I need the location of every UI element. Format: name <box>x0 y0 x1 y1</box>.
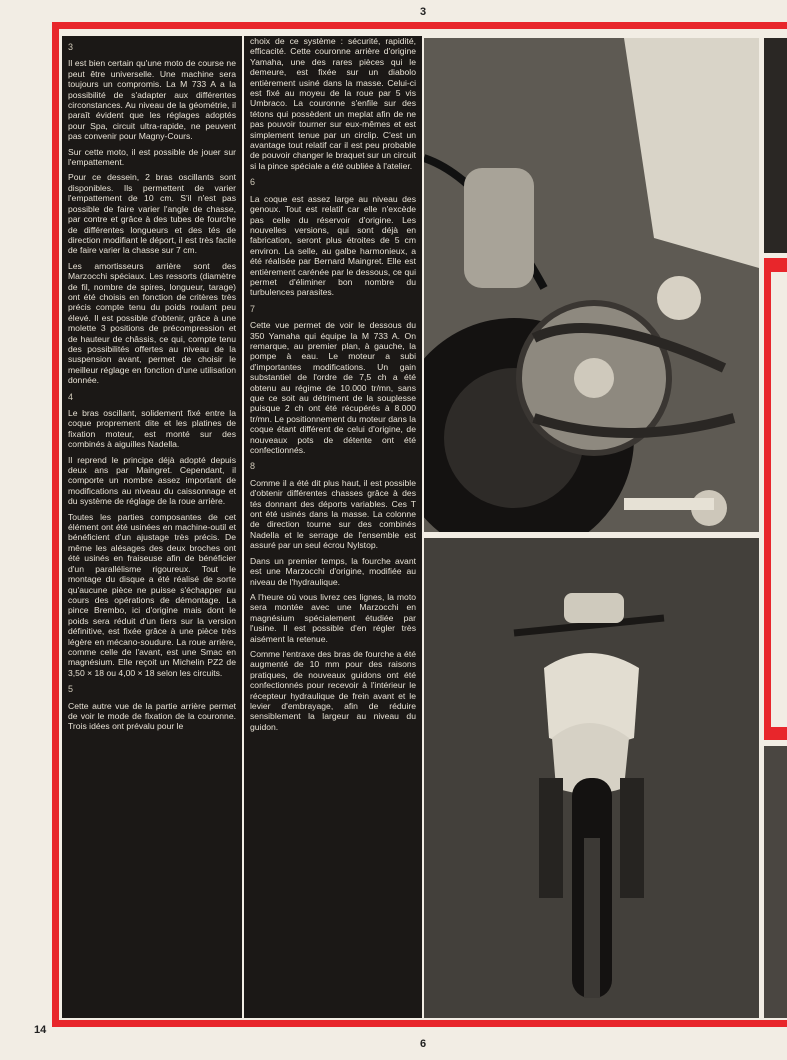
section-number: 4 <box>68 391 74 402</box>
paragraph: Pour ce dessein, 2 bras oscillants sont disponibles. Ils permettent de varier l'empattement de 10 cm. S'il n'est pas possible de faire varier l'angle de chasse, par contre et grâce à des tubes de fourche de différentes longueurs et des tés de direction modifiant le déport, il est très facile de faire varier la chasse sur 7 cm. <box>68 172 236 256</box>
photo-motorcycle-top-view <box>424 538 759 1018</box>
adjacent-page-edge <box>764 746 787 1018</box>
paragraph: Dans un premier temps, la fourche avant est une Marzocchi d'origine, modifiée au niveau de l'hydraulique. <box>250 555 416 587</box>
adjacent-page-edge <box>764 38 787 253</box>
photo-rear-wheel-sprocket <box>424 38 759 532</box>
adjacent-frame-inner <box>771 272 787 727</box>
paragraph: Cette vue permet de voir le dessous du 350 Yamaha qui équipe la M 733 A. On remarque, au premier plan, à gauche, la pompe à eau. Le moteur a subi d'importantes modifications. Un gain substantiel de l'ordre de 7,5 ch a été obtenu au régime de 10.000 tr/mn, sans que ce soit au détriment de la souplesse puisque 2 ch ont été récupérés à 8.000 tr/mn. Le positionnement du moteur dans la coque étant différent de celui d'origine, de nouveaux pots de détente ont été confectionnés. <box>250 320 416 456</box>
paragraph: Il reprend le principe déjà adopté depuis deux ans par Maingret. Cependant, il comporte un nombre assez important de modifications au niveau du caissonnage et du système de réglage de la roue arrière. <box>68 454 236 507</box>
paragraph: Les amortisseurs arrière sont des Marzocchi spéciaux. Les ressorts (diamètre de fil, nombre de spires, longueur, tarage) ont été choisis en fonction de critères très précis compte tenu du poids roulant peu élevé. Il est possible d'obtenir, grâce à une molette 3 positions de précompression et de hauteur de châssis, ce qui, compte tenu des possibilités offertes au niveau de la suspension avant, permet de choisir le meilleur réglage en fonction d'une utilisation donnée. <box>68 260 236 386</box>
paragraph: Sur cette moto, il est possible de jouer sur l'empattement. <box>68 146 236 168</box>
section-number: 7 <box>250 303 256 314</box>
paragraph: Il est bien certain qu'une moto de course ne peut être universelle. Une machine sera toujours un compromis. La M 733 A a la possibilité de s'adapter aux différentes circonstances. Au niveau de la géométrie, il paraît évident que les réglages adoptés pour Spa, circuit ultra-rapide, ne peuvent pas convenir pour Magny-Cours. <box>68 58 236 142</box>
paragraph: Comme il a été dit plus haut, il est possible d'obtenir différentes chasses grâce à des tés donnant des déports variables. Ces T ont été usinés dans la masse. La colonne de direction tourne sur des combinés Nadella et le serrage de l'ensemble est assuré par un seul écrou Nylstop. <box>250 477 416 551</box>
red-frame-left <box>52 22 59 1027</box>
photo-motorcycle-illustration <box>424 538 759 1018</box>
paragraph: Le bras oscillant, solidement fixé entre la coque proprement dite et les platines de fixation moteur, est monté sur des combinés à aiguilles Nadella. <box>68 408 236 450</box>
paragraph: A l'heure où vous livrez ces lignes, la moto sera montée avec une Marzocchi en magnésium spécialement étudiée par l'usine. Il est possible d'en régler très aisément la retenue. <box>250 591 416 644</box>
red-frame-top <box>52 22 787 29</box>
section-number: 5 <box>68 684 74 695</box>
section-number: 8 <box>250 461 256 472</box>
paragraph: choix de ce système : sécurité, rapidité, efficacité. Cette couronne arrière d'origine Yamaha, une des rares pièces qui le demeure, est fixée sur un diabolo entièrement usiné dans la masse. Celui-ci est fixé au moyeu de la roue par 5 vis Umbraco. La couronne s'enfile sur des tétons qui possèdent un meplat afin de ne pas pouvoir tourner sur eux-mêmes et est simplement tenue par un circlip. C'est un avantage tout relatif car il est peu probable de pouvoir changer le braquet sur un circuit si la pince spéciale a été oubliée à l'atelier. <box>250 36 416 171</box>
paragraph: Cette autre vue de la partie arrière permet de voir le mode de fixation de la couronne. Trois idées ont prévalu pour le <box>68 700 236 732</box>
red-frame-bottom <box>52 1020 787 1027</box>
paragraph: Comme l'entraxe des bras de fourche a été augmenté de 10 mm pour des raisons pratiques, de nouveaux guidons ont été confectionnés pour recevoir à l'intérieur le récepteur hydraulique de frein avant et le levier d'embrayage, afin de réduire sensiblement la largeur au niveau du guidon. <box>250 648 416 732</box>
text-column-left <box>62 36 242 1018</box>
paragraph: Toutes les parties composantes de cet élément ont été usinées en machine-outil et bénéficient d'un ajustage très précis. De même les alésages des deux broches ont été usinés en fraiseuse afin de bénéficier d'un parallélisme rigoureux. Tout le montage du disque a été réalisé de sorte qu'aucune pièce ne puisse s'échapper au cours des opérations de démontage. La pince Brembo, ici d'origine mais dont le poids sera réduit d'un tiers sur la version définitive, est fixée grâce à une pièce très légère en mécano-soudure. La roue arrière, comme celle de l'avant, est une Smac en magnésium. Elle reçoit un Michelin PZ2 de 3,50 × 18 ou 4,00 × 18 selon les circuits. <box>68 511 236 678</box>
text-column-middle <box>244 36 422 1018</box>
page-number-top: 3 <box>420 6 427 18</box>
paragraph: La coque est assez large au niveau des genoux. Tout est relatif car elle n'excède pas celle du réservoir d'origine. Les nouvelles versions, qui sont déjà en fabrication, seront plus étroites de 5 cm environ. La selle, au galbe harmonieux, a été réalisée par Bernard Maingret. Elle est entièrement carénée par le dessous, ce qui permet d'éliminer bon nombre du turbulences parasites. <box>250 193 416 298</box>
photo-rear-sprocket-illustration <box>424 38 759 532</box>
section-number: 3 <box>68 42 74 52</box>
section-number: 6 <box>250 177 256 188</box>
page-number-bottom: 6 <box>420 1038 427 1050</box>
page-folio: 14 <box>34 1024 47 1036</box>
